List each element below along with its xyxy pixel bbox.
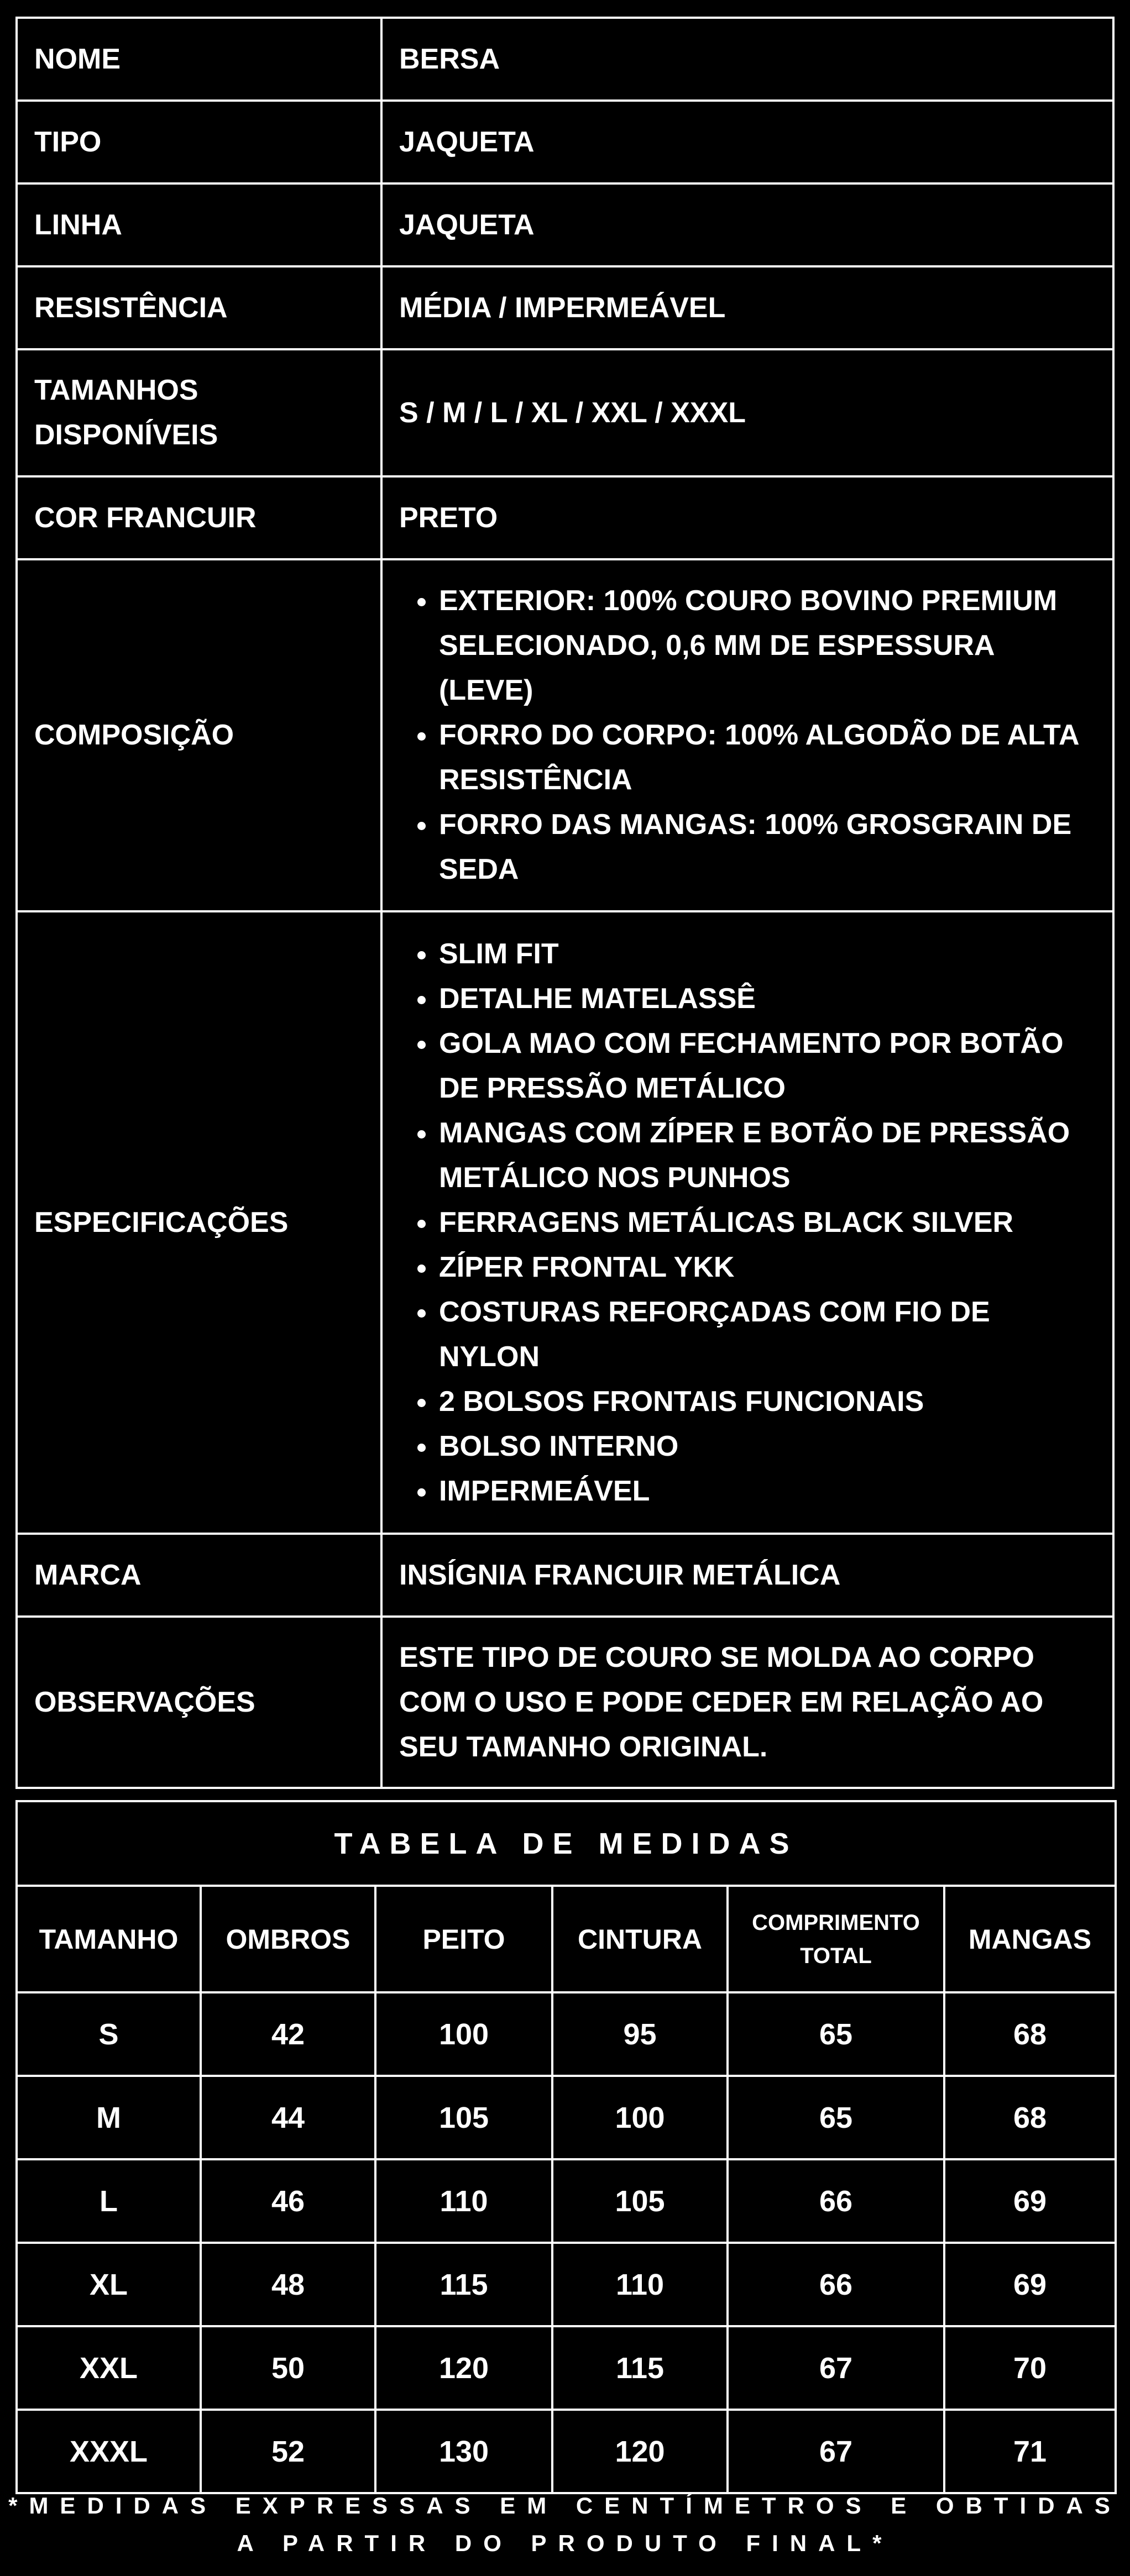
table-cell: 65	[728, 2076, 944, 2159]
table-cell: 67	[728, 2326, 944, 2410]
table-cell: 48	[201, 2243, 375, 2326]
table-row	[17, 2326, 1116, 2410]
spec-value: S / M / L / XL / XXL / XXXL	[381, 349, 1113, 476]
table-cell: 115	[375, 2243, 552, 2326]
spec-row-type	[17, 101, 1113, 183]
table-cell: 70	[944, 2326, 1116, 2410]
column-header: OMBROS	[201, 1886, 375, 1992]
spec-label: MARCA	[17, 1534, 381, 1617]
table-cell: 66	[728, 2159, 944, 2243]
spec-row-specifications	[17, 911, 1113, 1534]
table-cell: 71	[944, 2410, 1116, 2493]
spec-label: ESPECIFICAÇÕES	[17, 911, 381, 1534]
column-header: MANGAS	[944, 1886, 1116, 1992]
list-item: • FORRO DO CORPO: 100% ALGODÃO DE ALTA RESISTÊNCIA	[438, 713, 1096, 802]
table-cell: 44	[201, 2076, 375, 2159]
list-item: • COSTURAS REFORÇADAS COM FIO DE NYLON	[438, 1290, 1096, 1379]
table-cell: 67	[728, 2410, 944, 2493]
spec-table	[15, 17, 1115, 1789]
composition-list	[399, 579, 1096, 892]
list-item: • FERRAGENS METÁLICAS BLACK SILVER	[438, 1200, 1096, 1245]
spec-value	[381, 911, 1113, 1534]
table-row	[17, 2076, 1116, 2159]
table-row	[17, 2159, 1116, 2243]
table-cell: 95	[552, 1992, 728, 2076]
spec-row-composition	[17, 559, 1113, 911]
table-cell: 50	[201, 2326, 375, 2410]
table-cell: XL	[17, 2243, 201, 2326]
spec-value: JAQUETA	[381, 101, 1113, 183]
table-cell: 100	[552, 2076, 728, 2159]
table-cell: 120	[552, 2410, 728, 2493]
table-cell: S	[17, 1992, 201, 2076]
measurements-title-row	[17, 1801, 1116, 1886]
table-cell: XXL	[17, 2326, 201, 2410]
spec-value	[381, 559, 1113, 911]
list-item: • 2 BOLSOS FRONTAIS FUNCIONAIS	[438, 1379, 1096, 1424]
spec-value: PRETO	[381, 476, 1113, 559]
table-cell: 66	[728, 2243, 944, 2326]
table-cell: 69	[944, 2243, 1116, 2326]
spec-label: TIPO	[17, 101, 381, 183]
table-cell: 68	[944, 2076, 1116, 2159]
table-row	[17, 2243, 1116, 2326]
spec-value: MÉDIA / IMPERMEÁVEL	[381, 266, 1113, 349]
list-item: • BOLSO INTERNO	[438, 1424, 1096, 1469]
table-cell: 65	[728, 1992, 944, 2076]
table-cell: 100	[375, 1992, 552, 2076]
spec-label: RESISTÊNCIA	[17, 266, 381, 349]
list-item: • MANGAS COM ZÍPER E BOTÃO DE PRESSÃO METÁLICO NOS PUNHOS	[438, 1111, 1096, 1200]
list-item: • SLIM FIT	[438, 932, 1096, 977]
product-sheet	[15, 17, 1115, 2494]
spec-row-notes	[17, 1617, 1113, 1788]
spec-label: COMPOSIÇÃO	[17, 559, 381, 911]
table-cell: 110	[375, 2159, 552, 2243]
spec-label: OBSERVAÇÕES	[17, 1617, 381, 1788]
spec-label: TAMANHOS DISPONÍVEIS	[17, 349, 381, 476]
measurements-title: TABELA DE MEDIDAS	[17, 1801, 1116, 1886]
spec-value: BERSA	[381, 18, 1113, 101]
spec-value: JAQUETA	[381, 183, 1113, 266]
table-cell: 46	[201, 2159, 375, 2243]
table-row	[17, 1992, 1116, 2076]
column-header: TAMANHO	[17, 1886, 201, 1992]
spec-value: INSÍGNIA FRANCUIR METÁLICA	[381, 1534, 1113, 1617]
list-item: • EXTERIOR: 100% COURO BOVINO PREMIUM SELECIONADO, 0,6 MM DE ESPESSURA (LEVE)	[438, 579, 1096, 713]
list-item: • ZÍPER FRONTAL YKK	[438, 1245, 1096, 1290]
list-item: • FORRO DAS MANGAS: 100% GROSGRAIN DE SEDA	[438, 802, 1096, 892]
spec-row-line	[17, 183, 1113, 266]
spec-row-brand	[17, 1534, 1113, 1617]
list-item: • GOLA MAO COM FECHAMENTO POR BOTÃO DE PRESSÃO METÁLICO	[438, 1021, 1096, 1111]
list-item: • IMPERMEÁVEL	[438, 1469, 1096, 1514]
table-cell: 120	[375, 2326, 552, 2410]
measurements-table	[15, 1800, 1117, 2494]
table-cell: 130	[375, 2410, 552, 2493]
table-cell: L	[17, 2159, 201, 2243]
table-cell: 69	[944, 2159, 1116, 2243]
table-cell: 105	[375, 2076, 552, 2159]
column-header: PEITO	[375, 1886, 552, 1992]
table-cell: M	[17, 2076, 201, 2159]
table-cell: 42	[201, 1992, 375, 2076]
spec-value: ESTE TIPO DE COURO SE MOLDA AO CORPO COM O USO E PODE CEDER EM RELAÇÃO AO SEU TAMANHO ORIGINAL.	[381, 1617, 1113, 1788]
table-cell: XXXL	[17, 2410, 201, 2493]
spec-label: NOME	[17, 18, 381, 101]
column-header: COMPRIMENTO TOTAL	[728, 1886, 944, 1992]
measurements-header-row	[17, 1886, 1116, 1992]
table-cell: 68	[944, 1992, 1116, 2076]
list-item: • DETALHE MATELASSÊ	[438, 977, 1096, 1021]
specifications-list	[399, 932, 1096, 1514]
spec-row-sizes	[17, 349, 1113, 476]
spec-label: COR FRANCUIR	[17, 476, 381, 559]
column-header: CINTURA	[552, 1886, 728, 1992]
table-cell: 110	[552, 2243, 728, 2326]
footnote: *MEDIDAS EXPRESSAS EM CENTÍMETROS E OBTIDAS A PARTIR DO PRODUTO FINAL*	[8, 2493, 1122, 2556]
spec-row-name	[17, 18, 1113, 101]
table-cell: 105	[552, 2159, 728, 2243]
table-cell: 52	[201, 2410, 375, 2493]
spec-row-color	[17, 476, 1113, 559]
spec-row-resistance	[17, 266, 1113, 349]
table-row	[17, 2410, 1116, 2493]
table-cell: 115	[552, 2326, 728, 2410]
spec-label: LINHA	[17, 183, 381, 266]
